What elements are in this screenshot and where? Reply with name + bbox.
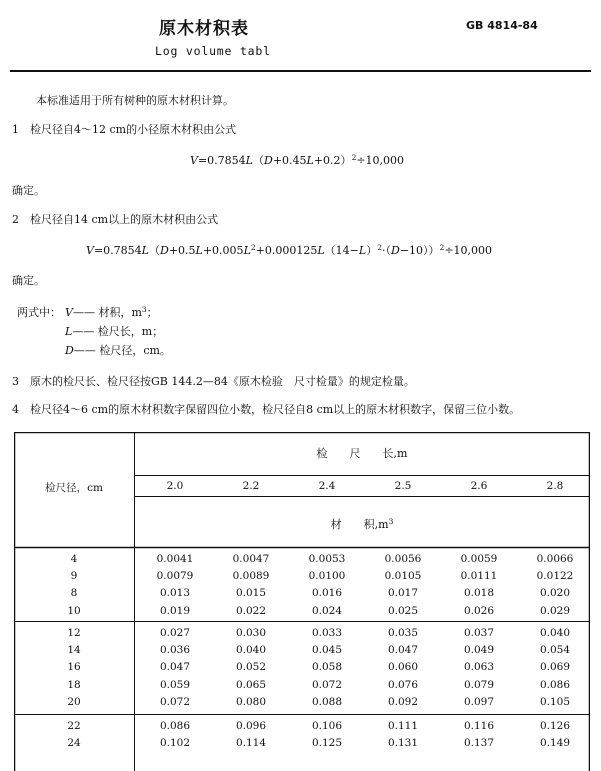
- volume-cell: 0.045: [311, 644, 343, 657]
- volume-cell: 0.102: [159, 737, 191, 750]
- clause-4: 4 检尺径4～6 cm的原木材积数字保留四位小数，检尺径自8 cm以上的原木材积数字，保留三位小数。: [12, 403, 521, 416]
- diameter-cell: 10: [67, 604, 81, 617]
- length-header-cell: 2.5: [394, 480, 412, 492]
- volume-cell: 0.052: [235, 661, 267, 674]
- volume-cell: 0.033: [311, 627, 343, 639]
- volume-cell: 0.114: [235, 737, 267, 750]
- volume-cell: 0.096: [235, 720, 267, 732]
- volume-cell: 0.036: [159, 644, 191, 657]
- volume-cell: 0.040: [539, 627, 571, 639]
- volume-cell: 0.116: [463, 720, 495, 732]
- volume-cell: 0.086: [539, 678, 571, 691]
- volume-cell: 0.125: [311, 737, 343, 750]
- volume-cell: 0.072: [159, 695, 191, 708]
- volume-cell: 0.106: [311, 720, 343, 732]
- diameter-cell: 14: [67, 644, 81, 657]
- length-header-cell: 2.8: [546, 480, 564, 492]
- volume-cell: 0.018: [463, 587, 495, 600]
- volume-cell: 0.047: [387, 644, 419, 657]
- document-subtitle: Log volume tabl: [155, 44, 271, 58]
- length-header-cell: 2.4: [318, 480, 336, 492]
- standard-number: GB 4814-84: [466, 19, 538, 32]
- volume-cell: 0.076: [387, 678, 419, 691]
- length-header: 检 尺 长,m: [316, 447, 408, 460]
- diameter-cell: 22: [67, 720, 81, 732]
- volume-cell: 0.022: [235, 604, 267, 617]
- volume-cell: 0.015: [235, 587, 267, 600]
- volume-cell: 0.027: [159, 627, 191, 639]
- volume-cell: 0.0059: [460, 553, 498, 565]
- volume-cell: 0.126: [539, 720, 571, 732]
- volume-header: 材 积$,m^3$: [330, 517, 394, 531]
- where-v: V—— 材积，$m^3$；: [65, 305, 158, 319]
- volume-cell: 0.131: [387, 737, 419, 750]
- volume-cell: 0.137: [463, 737, 495, 750]
- volume-cell: 0.0100: [308, 570, 346, 583]
- volume-cell: 0.0111: [460, 570, 498, 583]
- diameter-cell: 20: [67, 695, 81, 708]
- volume-cell: 0.016: [311, 587, 343, 600]
- volume-cell: 0.0053: [308, 553, 346, 565]
- volume-cell: 0.049: [463, 644, 495, 657]
- formula-2: $V=0.7854L(D+0.5L+0.005L^2+0.000125L(14-L)^2\cdot(D-10))^2\div 10,000$: [86, 243, 493, 257]
- volume-cell: 0.047: [159, 661, 191, 674]
- volume-cell: 0.017: [387, 587, 419, 600]
- volume-cell: 0.072: [311, 678, 343, 691]
- volume-cell: 0.0056: [384, 553, 422, 565]
- volume-cell: 0.097: [463, 695, 495, 708]
- volume-cell: 0.035: [387, 627, 419, 639]
- diameter-cell: 24: [67, 737, 81, 750]
- document-title: 原木材积表: [159, 19, 249, 39]
- volume-cell: 0.0066: [536, 553, 574, 565]
- length-header-cell: 2.2: [242, 480, 260, 492]
- volume-table: [14, 432, 590, 771]
- determined-2: 确定。: [12, 274, 45, 287]
- clause-1: 1 检尺径自4～12 cm的小径原木材积由公式: [12, 123, 237, 136]
- diameter-cell: 8: [70, 587, 78, 600]
- volume-cell: 0.060: [387, 661, 419, 674]
- volume-cell: 0.080: [235, 695, 267, 708]
- diameter-cell: 9: [70, 570, 78, 583]
- volume-cell: 0.0089: [232, 570, 270, 583]
- length-header-cell: 2.0: [166, 480, 184, 492]
- volume-cell: 0.054: [539, 644, 571, 657]
- volume-cell: 0.088: [311, 695, 343, 708]
- volume-cell: 0.029: [539, 604, 571, 617]
- volume-cell: 0.149: [539, 737, 571, 750]
- volume-cell: 0.0041: [156, 553, 194, 565]
- row-header-diameter: 检尺径，cm: [45, 482, 103, 494]
- formula-1: $V=0.7854L(D+0.45L+0.2)^2\div 10,000$: [190, 153, 405, 167]
- volume-cell: 0.013: [159, 587, 191, 600]
- volume-cell: 0.111: [387, 720, 419, 732]
- volume-cell: 0.105: [539, 695, 571, 708]
- volume-cell: 0.059: [159, 678, 191, 691]
- volume-cell: 0.030: [235, 627, 267, 639]
- intro-paragraph: 本标准适用于所有树种的原木材积计算。: [36, 94, 234, 107]
- volume-cell: 0.069: [539, 661, 571, 674]
- determined-1: 确定。: [12, 184, 45, 197]
- length-header-cell: 2.6: [470, 480, 488, 492]
- where-l: L—— 检尺长，m；: [65, 325, 164, 338]
- volume-cell: 0.079: [463, 678, 495, 691]
- volume-cell: 0.063: [463, 661, 495, 674]
- diameter-cell: 4: [70, 553, 78, 565]
- diameter-cell: 12: [67, 627, 81, 639]
- volume-cell: 0.020: [539, 587, 571, 600]
- header-rule: [10, 70, 591, 72]
- volume-cell: 0.026: [463, 604, 495, 617]
- volume-cell: 0.092: [387, 695, 419, 708]
- volume-cell: 0.0079: [156, 570, 194, 583]
- clause-3: 3 原木的检尺长、检尺径按GB 144.2—84《原木检验 尺寸检量》的规定检量。: [12, 375, 415, 388]
- where-d: D—— 检尺径，cm。: [65, 344, 171, 357]
- clause-2: 2 检尺径自14 cm以上的原木材积由公式: [12, 213, 219, 226]
- volume-cell: 0.0105: [384, 570, 422, 583]
- volume-cell: 0.024: [311, 604, 343, 617]
- volume-cell: 0.0047: [232, 553, 270, 565]
- volume-cell: 0.0122: [536, 570, 574, 583]
- volume-cell: 0.086: [159, 720, 191, 732]
- volume-cell: 0.058: [311, 661, 343, 674]
- volume-cell: 0.025: [387, 604, 419, 617]
- diameter-cell: 16: [67, 661, 81, 674]
- volume-cell: 0.037: [463, 627, 495, 639]
- volume-cell: 0.065: [235, 678, 267, 691]
- volume-cell: 0.019: [159, 604, 191, 617]
- volume-cell: 0.040: [235, 644, 267, 657]
- diameter-cell: 18: [67, 678, 81, 691]
- where-label: 两式中：: [17, 306, 61, 319]
